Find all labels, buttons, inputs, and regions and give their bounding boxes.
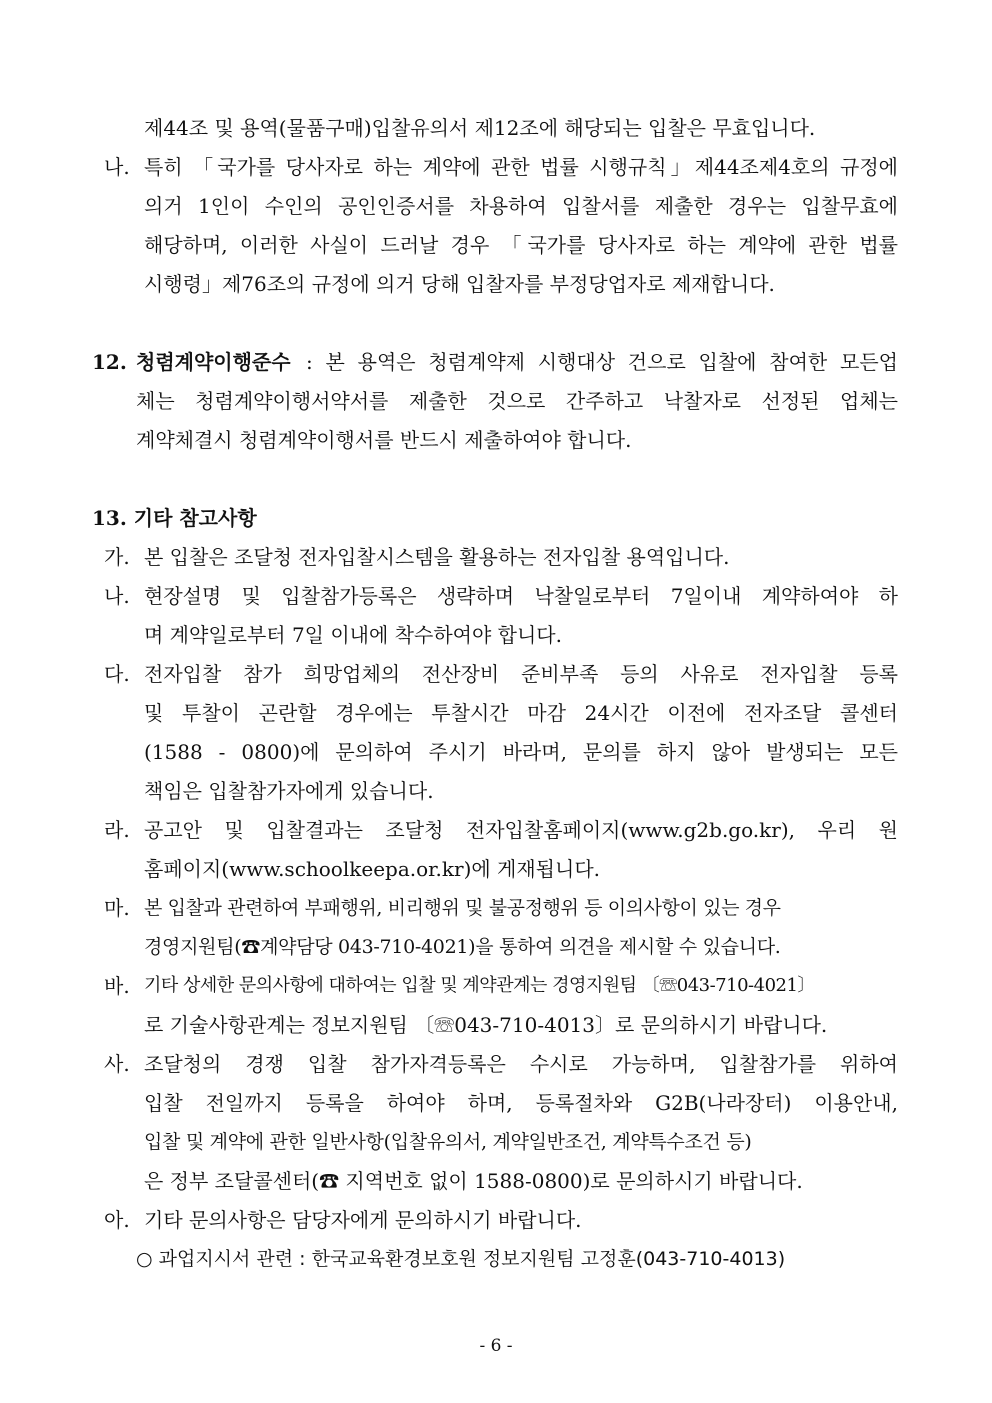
section-number: 12.	[92, 350, 127, 374]
list-item: (1588 - 0800)에 문의하여 주시기 바라며, 문의를 하지 않아 발생되는 모든	[144, 740, 898, 764]
paragraph-line: : 본 용역은 청렴계약제 시행대상 건으로 입찰에 참여한 모든업	[306, 350, 898, 374]
list-item: 기타 상세한 문의사항에 대하여는 입찰 및 계약관계는 경영지원팀 〔☏043-710-4021〕	[144, 975, 815, 996]
list-marker: 아.	[104, 1208, 130, 1232]
list-marker: 사.	[104, 1052, 130, 1076]
list-item: 홈페이지(www.schoolkeepa.or.kr)에 게재됩니다.	[144, 857, 601, 881]
paragraph-line: 특히 「국가를 당사자로 하는 계약에 관한 법률 시행규칙」제44조제4호의 규정에	[144, 155, 898, 179]
list-item: 본 입찰과 관련하여 부패행위, 비리행위 및 불공정행위 등 이의사항이 있는 경우	[144, 897, 781, 919]
contact-line: ○ 과업지시서 관련 : 한국교육환경보호원 정보지원팀 고정훈(043-710-4013)	[136, 1248, 786, 1270]
list-marker: 마.	[104, 896, 130, 920]
list-marker: 바.	[104, 974, 130, 998]
page-number: - 6 -	[479, 1336, 513, 1356]
list-item: 본 입찰은 조달청 전자입찰시스템을 활용하는 전자입찰 용역입니다.	[144, 545, 730, 569]
paragraph-line: 제44조 및 용역(물품구매)입찰유의서 제12조에 해당되는 입찰은 무효입니다.	[144, 116, 816, 140]
list-marker: 가.	[104, 545, 130, 569]
list-item: 전자입찰 참가 희망업체의 전산장비 준비부족 등의 사유로 전자입찰 등록	[144, 662, 898, 686]
list-item: 공고안 및 입찰결과는 조달청 전자입찰홈페이지(www.g2b.go.kr), 우리 원	[144, 818, 898, 842]
list-marker: 라.	[104, 818, 130, 842]
list-item: 조달청의 경쟁 입찰 참가자격등록은 수시로 가능하며, 입찰참가를 위하여	[144, 1052, 898, 1076]
section-title: 청렴계약이행준수	[136, 350, 291, 374]
list-marker: 다.	[104, 662, 130, 686]
list-marker: 나.	[104, 155, 130, 179]
paragraph-line: 해당하며, 이러한 사실이 드러날 경우 「국가를 당사자로 하는 계약에 관한 법률	[144, 233, 898, 257]
list-item: 로 기술사항관계는 정보지원팀 〔☏043-710-4013〕로 문의하시기 바랍니다.	[144, 1013, 828, 1037]
list-item: 입찰 전일까지 등록을 하여야 하며, 등록절차와 G2B(나라장터) 이용안내,	[144, 1091, 898, 1115]
list-item: 책임은 입찰참가자에게 있습니다.	[144, 779, 434, 803]
list-item: 며 계약일로부터 7일 이내에 착수하여야 합니다.	[144, 623, 562, 647]
list-item: 입찰 및 계약에 관한 일반사항(입찰유의서, 계약일반조건, 계약특수조건 등)	[144, 1131, 752, 1153]
list-item: 및 투찰이 곤란할 경우에는 투찰시간 마감 24시간 이전에 전자조달 콜센터	[144, 701, 898, 725]
paragraph-line: 의거 1인이 수인의 공인인증서를 차용하여 입찰서를 제출한 경우는 입찰무효에	[144, 194, 898, 218]
section-title: 13. 기타 참고사항	[92, 506, 257, 530]
list-item: 경영지원팀(☎계약담당 043-710-4021)을 통하여 의견을 제시할 수 있습니다.	[144, 936, 781, 958]
list-marker: 나.	[104, 584, 130, 608]
paragraph-line: 계약체결시 청렴계약이행서를 반드시 제출하여야 합니다.	[136, 428, 632, 452]
list-item: 은 정부 조달콜센터(☎ 지역번호 없이 1588-0800)로 문의하시기 바랍니다.	[144, 1169, 803, 1193]
paragraph-line: 시행령」제76조의 규정에 의거 당해 입찰자를 부정당업자로 제재합니다.	[144, 272, 775, 296]
list-item: 기타 문의사항은 담당자에게 문의하시기 바랍니다.	[144, 1208, 582, 1232]
list-item: 현장설명 및 입찰참가등록은 생략하며 낙찰일로부터 7일이내 계약하여야 하	[144, 584, 898, 608]
paragraph-line: 체는 청렴계약이행서약서를 제출한 것으로 간주하고 낙찰자로 선정된 업체는	[136, 389, 898, 413]
